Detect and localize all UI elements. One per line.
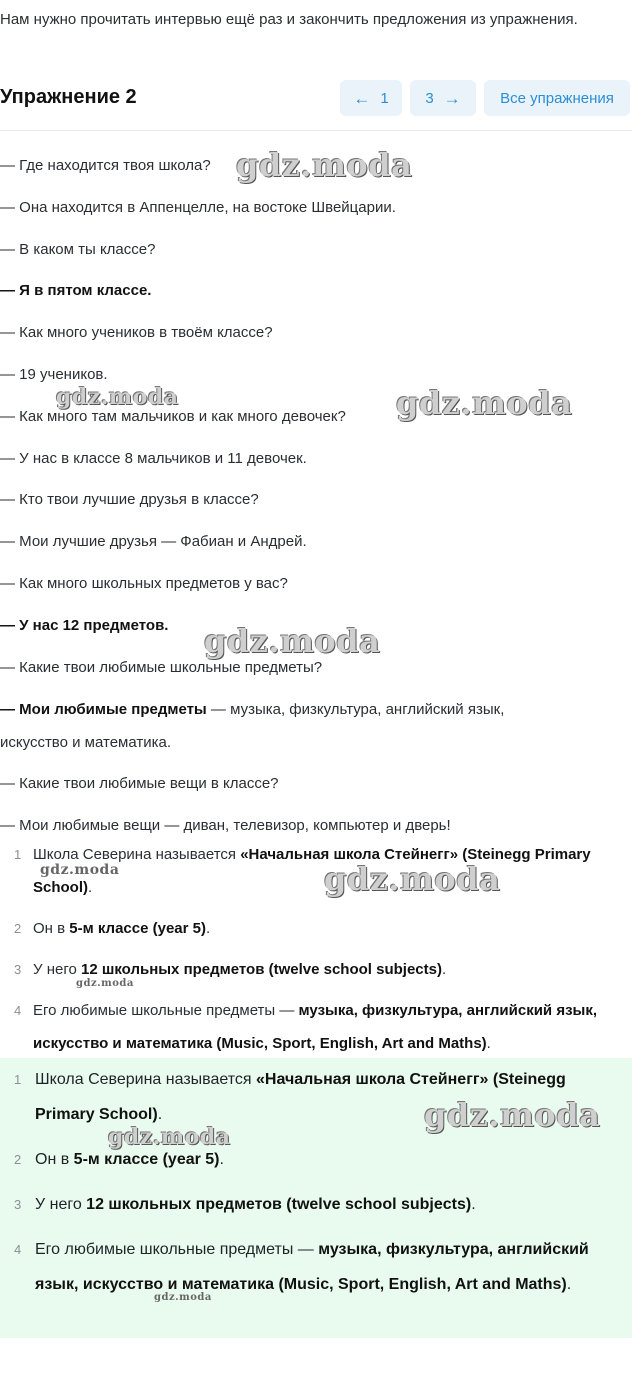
watermark: gdz.moda: [204, 622, 381, 660]
item-text: Его любимые школьные предметы —: [35, 1241, 319, 1258]
all-exercises-button[interactable]: Все упражнения: [484, 80, 630, 116]
answers-list: [0, 838, 620, 1060]
watermark: gdz.moda: [154, 1292, 212, 1303]
list-item: [0, 838, 620, 904]
list-item: [0, 912, 620, 945]
item-bold: 5-м классе (year 5): [73, 1151, 220, 1168]
list-item: [0, 1187, 628, 1222]
watermark: gdz.moda: [76, 978, 134, 989]
dialog-bold-text: — Я в пятом классе.: [0, 282, 152, 300]
watermark: gdz.moda: [396, 384, 573, 422]
list-item: [0, 1142, 628, 1177]
intro-text: Нам нужно прочитать интервью ещё раз и закончить предложения из упражнения.: [0, 11, 578, 28]
item-bold: «Начальная школа Стейнегг» (Steinegg Primary School): [33, 846, 591, 896]
item-end: .: [157, 1106, 163, 1123]
item-text: Он в: [33, 920, 70, 937]
item-end: .: [88, 879, 93, 896]
dialog-line: — Мои лучшие друзья — Фабиан и Андрей.: [0, 533, 307, 551]
arrow-right-icon: →: [443, 88, 461, 108]
dialog-line-favourite: [0, 693, 632, 768]
dialog-line: — Какие твои любимые школьные предметы?: [0, 658, 323, 676]
dialog-line: — Как много учеников в твоём классе?: [0, 324, 273, 342]
watermark: gdz.moda: [108, 1124, 231, 1150]
item-end: .: [206, 920, 211, 937]
item-number: 3: [14, 1197, 22, 1212]
item-number: 4: [14, 1003, 22, 1018]
next-exercise-number: 3: [425, 89, 434, 107]
item-number: 2: [14, 1152, 22, 1167]
item-text: Он в: [35, 1151, 74, 1168]
dialog-bold-text: — У нас 12 предметов.: [0, 616, 169, 634]
list-item: [0, 1062, 628, 1132]
item-number: 2: [14, 921, 22, 936]
item-bold: «Начальная школа Стейнегг» (Steinegg Primary School): [35, 1071, 566, 1123]
exercise-header: [0, 80, 632, 118]
item-text: У него: [33, 961, 81, 978]
item-bold: музыка, физкультура, английский язык, искусство и математика (Music, Sport, English, Art and Maths): [33, 1002, 598, 1052]
watermark: gdz.moda: [424, 1096, 601, 1134]
prev-exercise-button[interactable]: [340, 80, 402, 116]
item-bold: 12 школьных предметов (twelve school subjects): [80, 961, 442, 978]
item-end: .: [219, 1151, 224, 1168]
list-item: [0, 994, 620, 1060]
dialog-line: — Она находится в Аппенцелле, на востоке Швейцарии.: [0, 198, 396, 216]
item-end: .: [441, 961, 447, 978]
watermark: gdz.moda: [40, 862, 120, 878]
item-text: Его любимые школьные предметы —: [33, 1002, 299, 1019]
item-end: .: [566, 1276, 572, 1293]
exercise-title: Упражнение 2: [0, 86, 137, 108]
prev-exercise-number: 1: [380, 89, 389, 107]
dialog-line: — 19 учеников.: [0, 365, 108, 383]
item-text: Школа Северина называется: [35, 1071, 256, 1088]
item-text: Школа Северина называется: [33, 846, 241, 863]
item-number: 3: [14, 962, 22, 977]
next-exercise-button[interactable]: [410, 80, 476, 116]
item-text: У него: [35, 1196, 87, 1213]
dialog-line-bold: [0, 610, 632, 652]
watermark: gdz.moda: [236, 146, 413, 184]
answers-list-highlighted: [0, 1062, 628, 1302]
list-item: [0, 953, 620, 986]
item-bold: 12 школьных предметов (twelve school subjects): [86, 1196, 472, 1213]
dialog-line: — Как много школьных предметов у вас?: [0, 574, 288, 592]
arrow-left-icon: ←: [353, 88, 371, 108]
item-number: 4: [14, 1242, 22, 1257]
dialog-text: — музыка, физкультура, английский язык,: [206, 701, 505, 719]
item-number: 1: [14, 1072, 22, 1087]
dialog-line-bold: [0, 275, 632, 317]
item-number: 1: [14, 847, 22, 862]
dialog-line: — Мои любимые вещи — диван, телевизор, компьютер и дверь!: [0, 817, 451, 835]
divider: [0, 130, 632, 131]
list-item: [0, 1232, 628, 1302]
dialog-line: — Где находится твоя школа?: [0, 157, 211, 174]
item-bold: 5-м классе (year 5): [69, 920, 206, 937]
dialog-line: — У нас в классе 8 мальчиков и 11 девочек.: [0, 449, 307, 467]
dialog-bold-text: — Мои любимые предметы: [0, 701, 207, 719]
dialog-text: искусство и математика.: [0, 734, 172, 752]
dialog-line: — Как много там мальчиков и как много девочек?: [0, 407, 346, 425]
item-end: .: [486, 1035, 491, 1052]
item-end: .: [471, 1196, 476, 1213]
watermark: gdz.moda: [324, 860, 501, 898]
dialog-line: — Какие твои любимые вещи в классе?: [0, 775, 279, 793]
item-bold: музыка, физкультура, английский язык, искусство и математика (Music, Sport, English, Art and Maths): [35, 1241, 589, 1293]
dialog-line: — В каком ты классе?: [0, 240, 156, 258]
interview-dialog: [0, 150, 632, 852]
watermark: gdz.moda: [56, 384, 179, 410]
dialog-line: — Кто твои лучшие друзья в классе?: [0, 491, 259, 509]
